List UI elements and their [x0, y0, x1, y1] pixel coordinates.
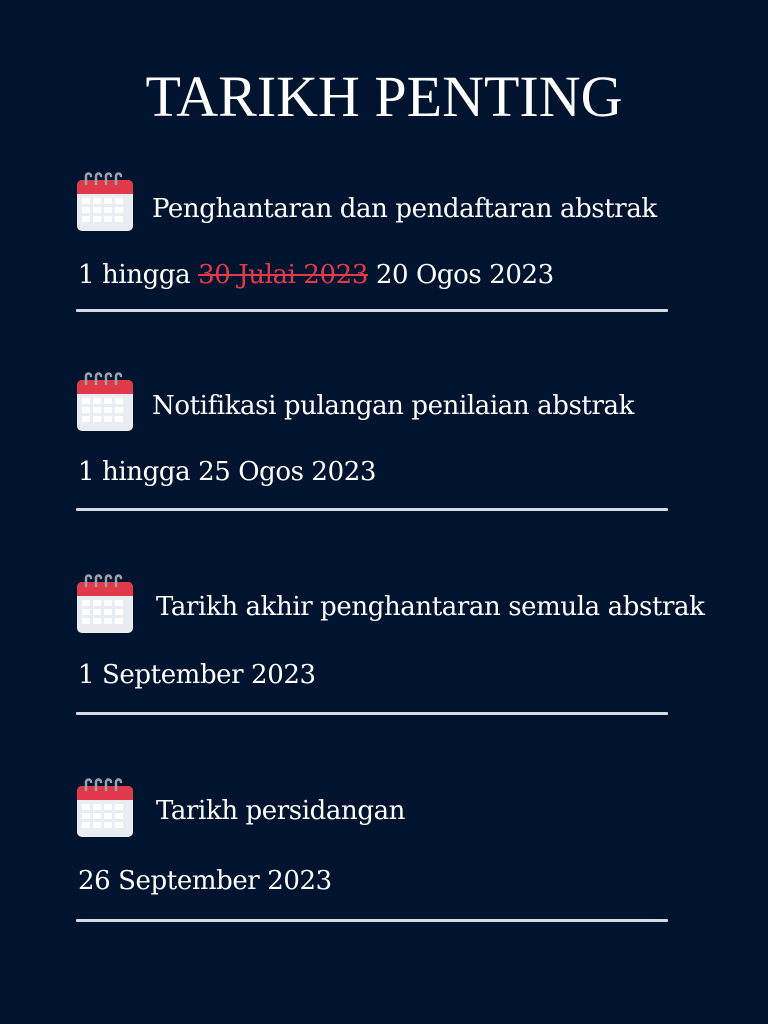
item-header	[76, 776, 696, 838]
divider	[76, 712, 668, 715]
item-label: Penghantaran dan pendaftaran abstrak	[152, 194, 657, 224]
date-struck: 30 Julai 2023	[198, 260, 368, 290]
item-date: 26 September 2023	[78, 866, 332, 896]
calendar-icon	[76, 574, 134, 634]
item-header	[76, 372, 696, 434]
date-item-resubmission-deadline	[76, 572, 705, 690]
item-date: 1 hingga 25 Ogos 2023	[78, 457, 377, 487]
date-suffix: 20 Ogos 2023	[375, 260, 554, 290]
date-prefix: 1 hingga	[78, 260, 191, 290]
date-item-abstract-submission	[76, 172, 696, 290]
calendar-icon	[76, 778, 134, 838]
calendar-icon	[76, 172, 134, 232]
page-title: TARIKH PENTING	[145, 64, 623, 129]
item-date	[78, 258, 554, 292]
divider	[76, 919, 668, 922]
item-header	[76, 572, 705, 634]
item-label: Notifikasi pulangan penilaian abstrak	[152, 391, 634, 421]
calendar-icon	[76, 372, 134, 432]
item-label: Tarikh persidangan	[156, 796, 406, 826]
item-label: Tarikh akhir penghantaran semula abstrak	[156, 592, 705, 622]
item-header	[76, 172, 696, 234]
date-item-abstract-notification	[76, 372, 696, 487]
date-item-conference	[76, 776, 696, 896]
divider	[76, 508, 668, 511]
divider	[76, 309, 668, 312]
item-date: 1 September 2023	[78, 660, 316, 690]
